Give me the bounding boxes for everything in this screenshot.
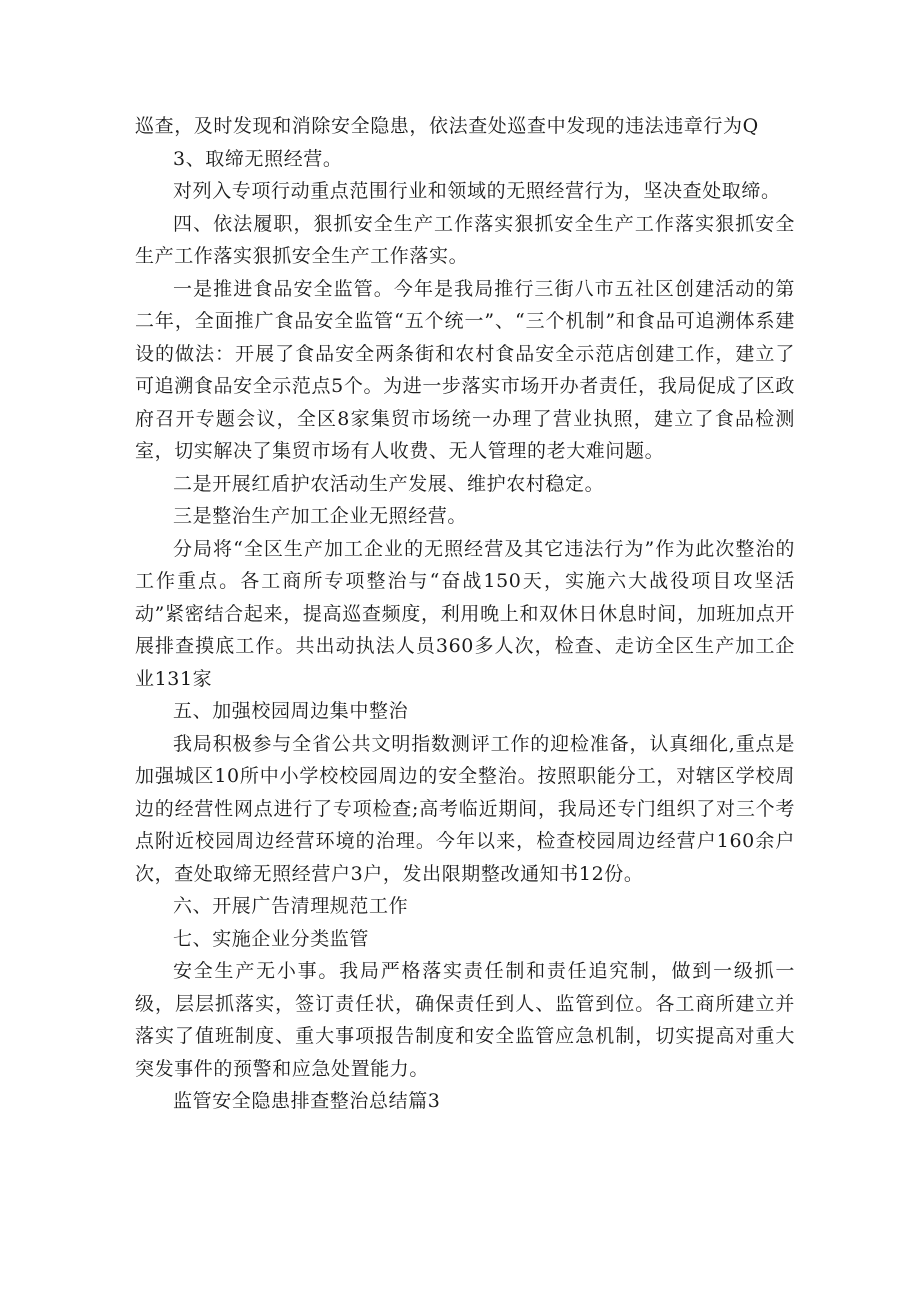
paragraph: 安全生产无小事。我局严格落实责任制和责任追究制，做到一级抓一级，层层抓落实，签订责任状，确保责任到人、监管到位。各工商所建立并落实了值班制度、重大事项报告制度和安全监管应急机制，切实提高对重大突发事件的预警和应急处置能力。 (135, 960, 795, 1080)
paragraph: 我局积极参与全省公共文明指数测评工作的迎检准备，认真细化,重点是加强城区10所中小学校校园周边的安全整治。按照职能分工，对辖区学校周边的经营性网点进行了专项检查;高考临近期间，我局还专门组织了对三个考点附近校园周边经营环境的治理。今年以来，检查校园周边经营户160余户次，查处取缔无照经营户3户，发出限期整改通知书12份。 (135, 732, 795, 885)
section-heading: 六、开展广告清理规范工作 (173, 895, 409, 917)
paragraph: 对列入专项行动重点范围行业和领域的无照经营行为，坚决查处取缔。 (173, 180, 781, 202)
section-title: 监管安全隐患排查整治总结篇3 (173, 1090, 441, 1112)
paragraph: 三是整治生产加工企业无照经营。 (173, 505, 468, 527)
section-heading: 七、实施企业分类监管 (173, 927, 370, 950)
paragraph: 一是推进食品安全监管。今年是我局推行三街八市五社区创建活动的第二年，全面推广食品安全监管“五个统一”、“三个机制”和食品可追溯体系建设的做法：开展了食品安全两条街和农村食品安全示范店创建工作，建立了可追溯食品安全示范点5个。为进一步落实市场开办者责任，我局促成了区政府召开专题会议，全区8家集贸市场统一办理了营业执照，建立了食品检测室，切实解决了集贸市场有人收费、无人管理的老大难问题。 (135, 277, 795, 462)
document-body (135, 110, 795, 1118)
paragraph: 二是开展红盾护农活动生产发展、维护农村稳定。 (173, 472, 605, 495)
paragraph: 巡查，及时发现和消除安全隐患，依法查处巡查中发现的违法违章行为Q (135, 115, 759, 137)
paragraph: 3、取缔无照经营。 (173, 147, 343, 170)
section-heading: 四、依法履职，狠抓安全生产工作落实狠抓安全生产工作落实狠抓安全生产工作落实狠抓安全生产工作落实。 (135, 212, 795, 267)
section-heading: 五、加强校园周边集中整治 (173, 700, 409, 722)
paragraph: 分局将“全区生产加工企业的无照经营及其它违法行为”作为此次整治的工作重点。各工商所专项整治与“奋战150天，实施六大战役项目攻坚活动”紧密结合起来，提高巡查频度，利用晚上和双休日休息时间，加班加点开展排查摸底工作。共出动执法人员360多人次，检查、走访全区生产加工企业131家 (135, 537, 795, 690)
